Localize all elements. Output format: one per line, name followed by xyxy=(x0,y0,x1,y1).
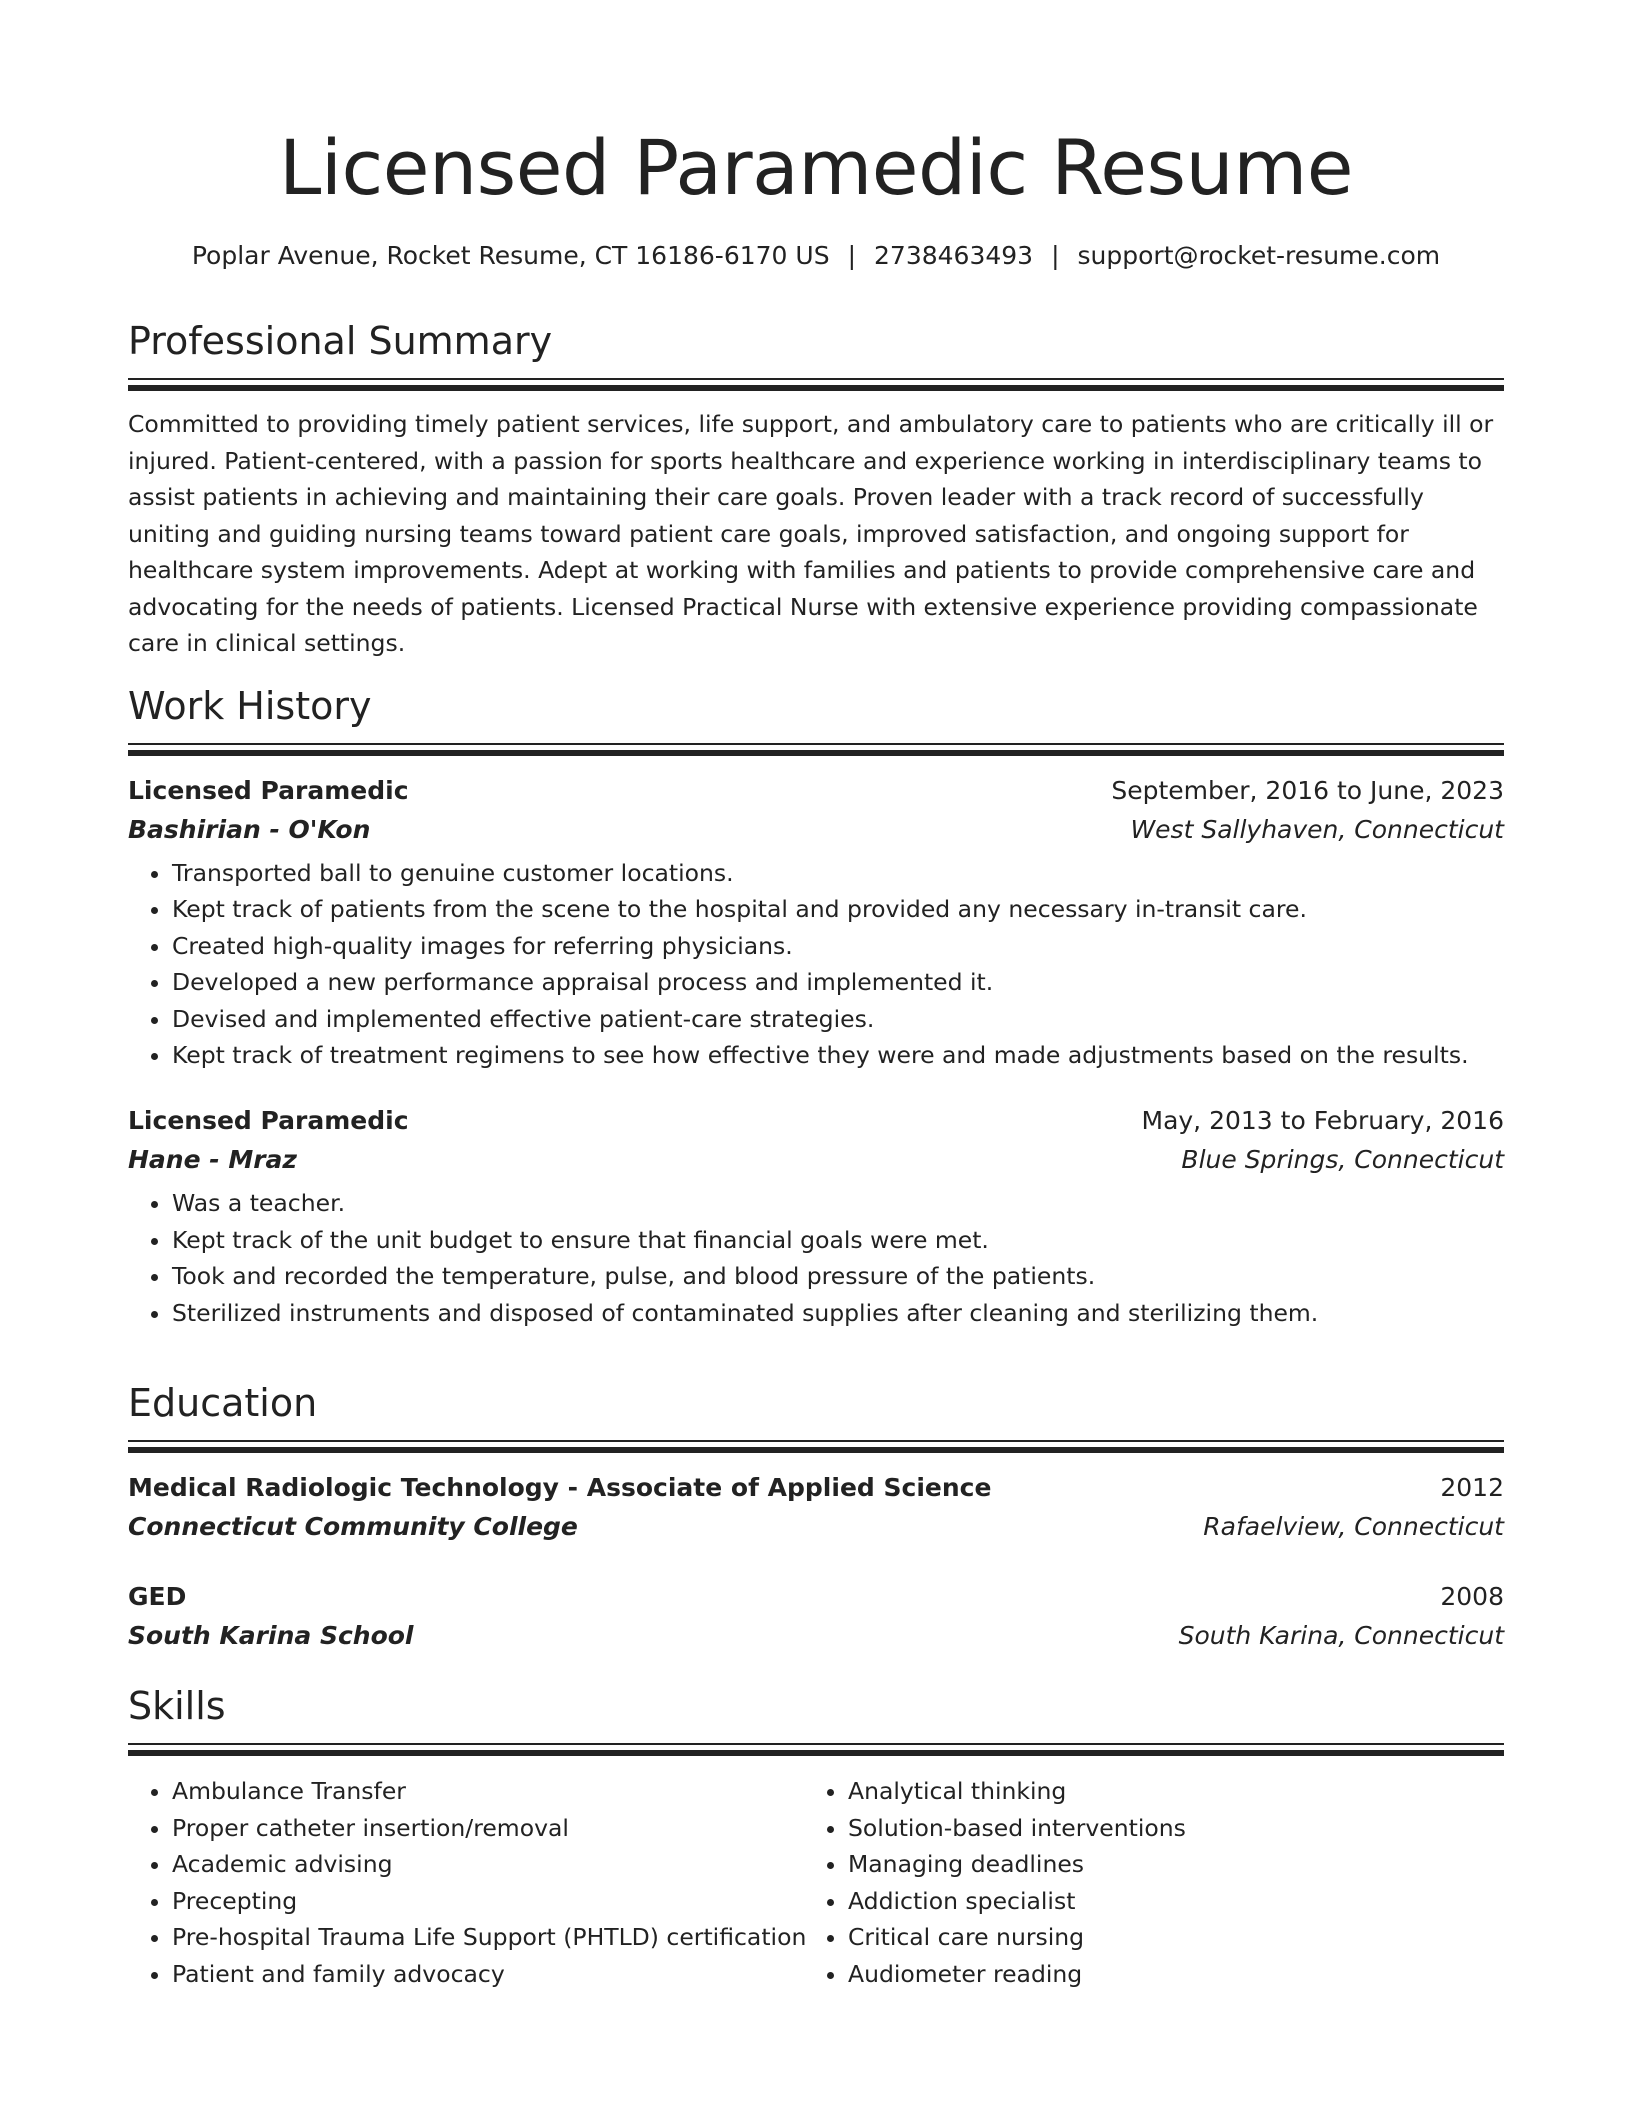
job-dates: May, 2013 to February, 2016 xyxy=(1141,1106,1504,1136)
skills-column-right xyxy=(804,1773,1480,1993)
contact-separator: | xyxy=(847,241,857,270)
section-title: Education xyxy=(128,1381,318,1425)
summary-text: Committed to providing timely patient services, life support, and ambulatory care to patients who are critically ill or injured. Patient-centered, with a passion for sports healthcare and experience working in interdisciplinary teams to assist patients in achieving and maintaining their care goals. Proven leader with a track record of successfully uniting and guiding nursing teams toward patient care goals, improved satisfaction, and ongoing support for healthcare system improvements. Adept at working with families and patients to provide comprehensive care and advocating for the needs of patients. Licensed Practical Nurse with extensive experience providing compassionate care in clinical settings. xyxy=(128,410,1494,657)
skills-grid xyxy=(128,1773,1504,1993)
resume-title: Licensed Paramedic Resume xyxy=(278,123,1354,212)
skill-item: • Precepting xyxy=(172,1883,804,1920)
section-title: Skills xyxy=(128,1684,226,1728)
education-year: 2008 xyxy=(1440,1582,1504,1611)
skills-section xyxy=(128,1681,1504,1993)
section-divider xyxy=(128,1440,1504,1454)
list-item: • Created high-quality images for referring physicians. xyxy=(172,928,1504,964)
skill-item: • Academic advising xyxy=(172,1846,804,1883)
contact-separator: | xyxy=(1051,241,1060,270)
education-year: 2012 xyxy=(1440,1473,1504,1502)
education-school: Connecticut Community College xyxy=(128,1512,578,1541)
list-item: • Was a teacher. xyxy=(172,1185,1504,1221)
job-bullets xyxy=(128,1185,1504,1331)
education-location: Rafaelview, Connecticut xyxy=(1203,1512,1504,1541)
list-item: • Took and recorded the temperature, pulse, and blood pressure of the patients. xyxy=(172,1258,1504,1294)
job-company: Bashirian - O'Kon xyxy=(128,815,371,844)
list-item: • Devised and implemented effective patient-care strategies. xyxy=(172,1001,1504,1037)
section-divider xyxy=(128,378,1504,392)
skill-item: • Pre-hospital Trauma Life Support (PHTLD) certification xyxy=(172,1919,804,1956)
section-title: Professional Summary xyxy=(128,319,553,363)
contact-line xyxy=(128,236,1504,276)
job-location: Blue Springs, Connecticut xyxy=(1181,1145,1504,1175)
contact-address: Poplar Avenue, Rocket Resume, CT 16186-6170 US xyxy=(191,241,830,270)
education-location: South Karina, Connecticut xyxy=(1178,1621,1504,1650)
job-dates: September, 2016 to June, 2023 xyxy=(1111,776,1504,805)
work-history-section xyxy=(128,681,1504,1331)
education-entry xyxy=(128,1468,1504,1546)
job-entry xyxy=(128,1101,1504,1331)
job-role: Licensed Paramedic xyxy=(128,1106,409,1136)
section-divider xyxy=(128,743,1504,757)
list-item: • Transported ball to genuine customer locations. xyxy=(172,855,1504,891)
section-divider xyxy=(128,1743,1504,1757)
job-bullets xyxy=(128,855,1504,1073)
education-section xyxy=(128,1378,1504,1655)
section-title: Work History xyxy=(128,684,372,728)
skill-item: • Solution-based interventions xyxy=(848,1810,1480,1847)
skill-item: • Addiction specialist xyxy=(848,1883,1480,1920)
list-item: • Developed a new performance appraisal process and implemented it. xyxy=(172,964,1504,1000)
skill-item: • Managing deadlines xyxy=(848,1846,1480,1883)
skill-item: • Ambulance Transfer xyxy=(172,1773,804,1810)
list-item: • Kept track of the unit budget to ensure that financial goals were met. xyxy=(172,1222,1504,1258)
list-item: • Sterilized instruments and disposed of contaminated supplies after cleaning and sterilizing them. xyxy=(172,1295,1504,1331)
skill-item: • Analytical thinking xyxy=(848,1773,1480,1810)
education-degree: Medical Radiologic Technology - Associate of Applied Science xyxy=(128,1473,992,1502)
skill-item: • Critical care nursing xyxy=(848,1919,1480,1956)
skill-item: • Patient and family advocacy xyxy=(172,1956,804,1993)
list-item: • Kept track of treatment regimens to see how effective they were and made adjustments based on the results. xyxy=(172,1037,1504,1073)
job-location: West Sallyhaven, Connecticut xyxy=(1130,815,1504,844)
education-entry xyxy=(128,1577,1504,1655)
skill-item: • Proper catheter insertion/removal xyxy=(172,1810,804,1847)
list-item: • Kept track of patients from the scene to the hospital and provided any necessary in-transit care. xyxy=(172,891,1504,927)
skills-column-left xyxy=(128,1773,807,1993)
education-school: South Karina School xyxy=(128,1621,414,1650)
summary-section xyxy=(128,316,1504,662)
contact-email: support@rocket-resume.com xyxy=(1077,241,1441,270)
education-degree: GED xyxy=(128,1582,187,1611)
job-role: Licensed Paramedic xyxy=(128,776,409,805)
contact-phone: 2738463493 xyxy=(874,241,1034,270)
job-entry xyxy=(128,771,1504,1073)
skill-item: • Audiometer reading xyxy=(848,1956,1480,1993)
job-company: Hane - Mraz xyxy=(128,1145,297,1175)
